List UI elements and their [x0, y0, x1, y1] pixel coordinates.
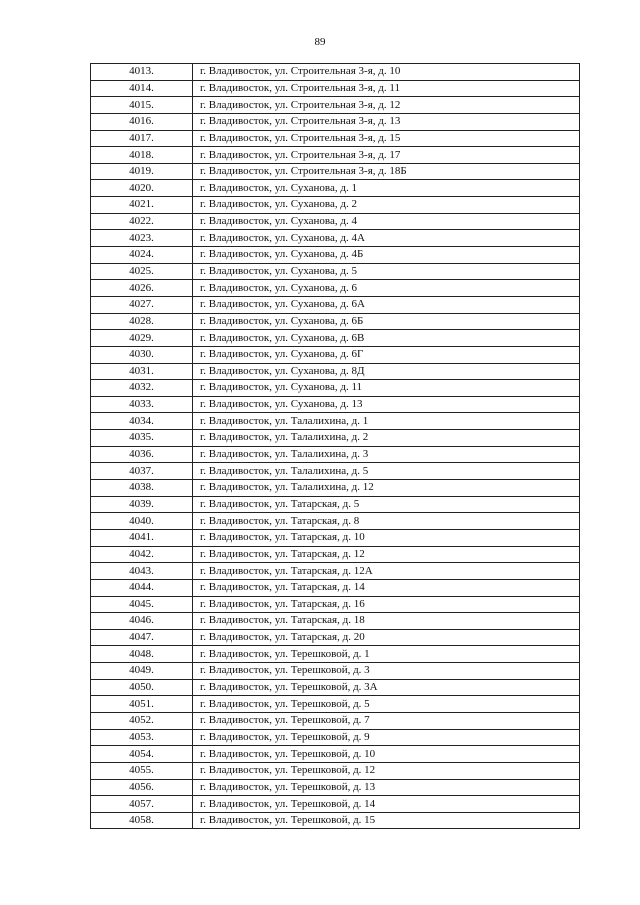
row-address: г. Владивосток, ул. Строительная 3-я, д. 15: [193, 130, 580, 147]
row-address: г. Владивосток, ул. Терешковой, д. 10: [193, 746, 580, 763]
table-row: [91, 80, 580, 97]
table-row: [91, 346, 580, 363]
row-number: 4017.: [91, 130, 193, 147]
row-number: 4024.: [91, 247, 193, 264]
row-address: г. Владивосток, ул. Суханова, д. 2: [193, 197, 580, 214]
row-number: 4026.: [91, 280, 193, 297]
table-row: [91, 130, 580, 147]
row-number: 4018.: [91, 147, 193, 164]
row-address: г. Владивосток, ул. Суханова, д. 6Б: [193, 313, 580, 330]
row-address: г. Владивосток, ул. Терешковой, д. 13: [193, 779, 580, 796]
row-number: 4033.: [91, 396, 193, 413]
table-row: [91, 396, 580, 413]
table-row: [91, 712, 580, 729]
row-address: г. Владивосток, ул. Суханова, д. 4: [193, 213, 580, 230]
row-number: 4028.: [91, 313, 193, 330]
row-number: 4046.: [91, 613, 193, 630]
row-address: г. Владивосток, ул. Терешковой, д. 1: [193, 646, 580, 663]
row-address: г. Владивосток, ул. Суханова, д. 13: [193, 396, 580, 413]
table-row: [91, 646, 580, 663]
row-address: г. Владивосток, ул. Терешковой, д. 14: [193, 796, 580, 813]
table-row: [91, 330, 580, 347]
row-number: 4049.: [91, 663, 193, 680]
row-address: г. Владивосток, ул. Татарская, д. 12А: [193, 563, 580, 580]
row-address: г. Владивосток, ул. Суханова, д. 6А: [193, 296, 580, 313]
row-number: 4045.: [91, 596, 193, 613]
row-number: 4050.: [91, 679, 193, 696]
table-row: [91, 363, 580, 380]
row-number: 4048.: [91, 646, 193, 663]
table-row: [91, 729, 580, 746]
row-number: 4021.: [91, 197, 193, 214]
row-address: г. Владивосток, ул. Татарская, д. 20: [193, 629, 580, 646]
table-row: [91, 313, 580, 330]
table-row: [91, 97, 580, 114]
row-number: 4019.: [91, 163, 193, 180]
table-row: [91, 613, 580, 630]
table-row: [91, 629, 580, 646]
row-number: 4015.: [91, 97, 193, 114]
table-row: [91, 513, 580, 530]
page-number: 89: [314, 36, 326, 48]
row-number: 4034.: [91, 413, 193, 430]
table-row: [91, 663, 580, 680]
table-row: [91, 596, 580, 613]
row-number: 4047.: [91, 629, 193, 646]
table-row: [91, 413, 580, 430]
row-address: г. Владивосток, ул. Суханова, д. 8Д: [193, 363, 580, 380]
row-number: 4054.: [91, 746, 193, 763]
row-address: г. Владивосток, ул. Суханова, д. 5: [193, 263, 580, 280]
row-address: г. Владивосток, ул. Татарская, д. 14: [193, 579, 580, 596]
row-number: 4051.: [91, 696, 193, 713]
table-row: [91, 679, 580, 696]
row-address: г. Владивосток, ул. Татарская, д. 18: [193, 613, 580, 630]
table-row: [91, 380, 580, 397]
table-row: [91, 463, 580, 480]
row-address: г. Владивосток, ул. Строительная 3-я, д. 11: [193, 80, 580, 97]
row-number: 4040.: [91, 513, 193, 530]
table-row: [91, 446, 580, 463]
table-row: [91, 746, 580, 763]
table-row: [91, 197, 580, 214]
table-row: [91, 147, 580, 164]
table-row: [91, 779, 580, 796]
row-address: г. Владивосток, ул. Татарская, д. 12: [193, 546, 580, 563]
row-number: 4056.: [91, 779, 193, 796]
row-number: 4023.: [91, 230, 193, 247]
row-number: 4016.: [91, 113, 193, 130]
row-number: 4031.: [91, 363, 193, 380]
row-number: 4044.: [91, 579, 193, 596]
table-row: [91, 496, 580, 513]
row-address: г. Владивосток, ул. Талалихина, д. 1: [193, 413, 580, 430]
table-row: [91, 247, 580, 264]
row-number: 4058.: [91, 812, 193, 829]
row-address: г. Владивосток, ул. Талалихина, д. 5: [193, 463, 580, 480]
table-row: [91, 546, 580, 563]
row-address: г. Владивосток, ул. Суханова, д. 6В: [193, 330, 580, 347]
row-address: г. Владивосток, ул. Суханова, д. 4А: [193, 230, 580, 247]
row-number: 4030.: [91, 346, 193, 363]
row-address: г. Владивосток, ул. Татарская, д. 8: [193, 513, 580, 530]
row-address: г. Владивосток, ул. Терешковой, д. 5: [193, 696, 580, 713]
row-address: г. Владивосток, ул. Строительная 3-я, д. 12: [193, 97, 580, 114]
row-address: г. Владивосток, ул. Татарская, д. 5: [193, 496, 580, 513]
row-number: 4032.: [91, 380, 193, 397]
row-address: г. Владивосток, ул. Терешковой, д. 12: [193, 762, 580, 779]
table-row: [91, 280, 580, 297]
row-address: г. Владивосток, ул. Суханова, д. 11: [193, 380, 580, 397]
row-number: 4057.: [91, 796, 193, 813]
table-row: [91, 430, 580, 447]
table-row: [91, 296, 580, 313]
table-row: [91, 696, 580, 713]
table-row: [91, 762, 580, 779]
table-row: [91, 796, 580, 813]
address-table: [90, 63, 580, 829]
row-address: г. Владивосток, ул. Строительная 3-я, д. 17: [193, 147, 580, 164]
table-row: [91, 230, 580, 247]
table-row: [91, 579, 580, 596]
row-address: г. Владивосток, ул. Талалихина, д. 12: [193, 480, 580, 497]
row-number: 4013.: [91, 64, 193, 81]
row-address: г. Владивосток, ул. Строительная 3-я, д. 13: [193, 113, 580, 130]
row-address: г. Владивосток, ул. Татарская, д. 10: [193, 529, 580, 546]
row-number: 4029.: [91, 330, 193, 347]
row-number: 4025.: [91, 263, 193, 280]
row-number: 4055.: [91, 762, 193, 779]
table-row: [91, 563, 580, 580]
row-number: 4052.: [91, 712, 193, 729]
row-address: г. Владивосток, ул. Суханова, д. 6: [193, 280, 580, 297]
row-number: 4037.: [91, 463, 193, 480]
row-address: г. Владивосток, ул. Суханова, д. 4Б: [193, 247, 580, 264]
row-number: 4043.: [91, 563, 193, 580]
row-number: 4038.: [91, 480, 193, 497]
row-number: 4027.: [91, 296, 193, 313]
row-number: 4014.: [91, 80, 193, 97]
table-row: [91, 213, 580, 230]
table-row: [91, 163, 580, 180]
table-row: [91, 113, 580, 130]
table-row: [91, 480, 580, 497]
row-number: 4042.: [91, 546, 193, 563]
address-table-body: [91, 64, 580, 829]
row-number: 4053.: [91, 729, 193, 746]
row-number: 4022.: [91, 213, 193, 230]
row-number: 4035.: [91, 430, 193, 447]
row-address: г. Владивосток, ул. Суханова, д. 6Г: [193, 346, 580, 363]
table-row: [91, 180, 580, 197]
row-address: г. Владивосток, ул. Терешковой, д. 15: [193, 812, 580, 829]
row-address: г. Владивосток, ул. Терешковой, д. 3А: [193, 679, 580, 696]
row-address: г. Владивосток, ул. Строительная 3-я, д. 18Б: [193, 163, 580, 180]
row-address: г. Владивосток, ул. Терешковой, д. 3: [193, 663, 580, 680]
row-address: г. Владивосток, ул. Терешковой, д. 9: [193, 729, 580, 746]
row-address: г. Владивосток, ул. Суханова, д. 1: [193, 180, 580, 197]
row-address: г. Владивосток, ул. Талалихина, д. 2: [193, 430, 580, 447]
table-row: [91, 529, 580, 546]
table-row: [91, 64, 580, 81]
row-address: г. Владивосток, ул. Строительная 3-я, д. 10: [193, 64, 580, 81]
row-address: г. Владивосток, ул. Талалихина, д. 3: [193, 446, 580, 463]
row-number: 4020.: [91, 180, 193, 197]
row-number: 4041.: [91, 529, 193, 546]
row-number: 4036.: [91, 446, 193, 463]
row-number: 4039.: [91, 496, 193, 513]
row-address: г. Владивосток, ул. Терешковой, д. 7: [193, 712, 580, 729]
table-row: [91, 263, 580, 280]
row-address: г. Владивосток, ул. Татарская, д. 16: [193, 596, 580, 613]
table-row: [91, 812, 580, 829]
